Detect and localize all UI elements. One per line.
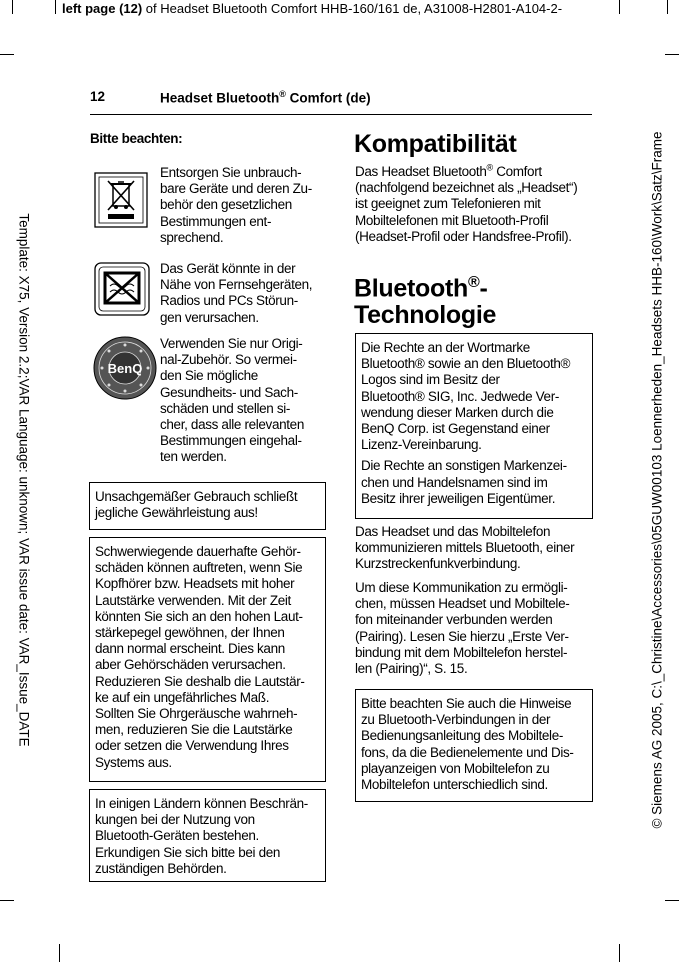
- interference-icon: [94, 262, 150, 316]
- page-title: [160, 89, 371, 106]
- note-heading: Bitte beachten:: [90, 131, 183, 146]
- running-header-prefix: left page (12): [62, 1, 143, 16]
- crop-mark: [0, 54, 14, 55]
- warning-box-misuse: [89, 482, 326, 530]
- running-header-text: of Headset Bluetooth Comfort HHB-160/161 de, A31008-H2801-A104-2-: [142, 1, 563, 16]
- page-title-reg: ®: [279, 89, 286, 99]
- heading-kompatibilitaet: Kompatibilität: [354, 130, 517, 158]
- page-title-main: Headset Bluetooth: [160, 90, 280, 106]
- bt-paragraph-1: [355, 524, 595, 573]
- heading-bt-word: Bluetooth: [354, 274, 468, 303]
- note-item-text: Entsorgen Sie unbrauch- bare Geräte und deren Zu- behör den gesetzlichen Bestimmungen ent- sprechend.: [160, 165, 312, 245]
- page-title-suffix: Comfort (de): [285, 90, 371, 106]
- bt-paragraph-2: [355, 580, 595, 677]
- reg-mark: ®: [486, 162, 493, 173]
- warning-text: Schwerwiegende dauerhafte Gehör- schäden können auftreten, wenn Sie Kopfhörer bzw. Headsets mit hoher Lautstärke verwenden. Mit der Zeit könnten Sie sich an den hohen Laut- stärkepegel gewöhnen, der Ihnen dann normal erscheint. Dies kann aber Gehörschäden verursachen. Reduzieren Sie deshalb die Lautstär- ke auf ein ungefährliches Maß. Sollten Sie Ohrgeräusche wahrneh- men, reduzieren Sie die Lautstärke oder setzen die Verwendung Ihres Systems aus.: [95, 544, 305, 770]
- header-rule: [90, 114, 592, 115]
- note-item-interference: [160, 261, 326, 326]
- benq-logo-text: BenQ: [107, 361, 143, 376]
- heading-bt-reg: ®: [467, 274, 480, 291]
- page-number: 12: [90, 89, 106, 104]
- crop-mark: [665, 900, 679, 901]
- note-item-text: Verwenden Sie nur Origi- nal-Zubehör. So vermei- den Sie mögliche Gesundheits- und Sach- schäden und stellen si- cher, dass alle relevanten Bestimmungen eingehal- ten werden.: [160, 336, 304, 465]
- hint-text: Bitte beachten Sie auch die Hinweise zu Bluetooth-Verbindungen in der Bedienungsanleitung des Mobiltele- fons, da die Bedienelemente und Dis- playanzeigen von Mobiltelefon zu Mobiltelefon unterschiedlich sind.: [361, 696, 574, 793]
- warning-text: Unsachgemäßer Gebrauch schließt jegliche Gewährleistung aus!: [95, 489, 298, 521]
- running-header: [62, 0, 679, 18]
- crop-mark: [55, 0, 56, 14]
- kompat-text-start: Das Headset Bluetooth: [355, 164, 487, 179]
- crop-mark: [12, 0, 13, 14]
- benq-original-icon: [93, 336, 157, 400]
- trademark-text-other: Die Rechte an sonstigen Markenzei- chen und Handelsnamen sind im Besitz ihrer jeweiligen Eigentümer.: [361, 458, 567, 506]
- trademark-text: Die Rechte an der Wortmarke Bluetooth® sowie an den Bluetooth® Logos sind im Besitz der Bluetooth® SIG, Inc. Jedwede Ver- wendung dieser Marken durch die BenQ Corp. ist Gegenstand einer Lizenz-Vereinbarung.: [361, 340, 571, 453]
- side-copyright-text: © Siemens AG 2005, C:\_Christine\Accessories\05GUW00103 Loennerheden_Headsets HHB-160\Work\Satz\Frame: [649, 131, 665, 829]
- side-template-text: Template: X75, Version 2.2;VAR Language: unknown; VAR issue date: VAR_Issue_DATE: [16, 213, 32, 747]
- crop-mark: [619, 944, 620, 962]
- hint-box: [355, 689, 593, 802]
- note-item-original-accessories: [160, 336, 326, 466]
- crop-mark: [59, 944, 60, 962]
- paragraph-text: Um diese Kommunikation zu ermögli- chen, müssen Headset und Mobiltele- fon miteinander verbunden werden (Pairing). Lesen Sie hierzu „Erste Ver- bindung mit dem Mobiltelefon herstel- len (Pairing)“, S. 15.: [355, 580, 570, 677]
- crop-mark: [0, 900, 14, 901]
- kompat-text-rest: Comfort (nachfolgend bezeichnet als „Headset“) ist geeignet zum Telefonieren mit Mobiltelefonen mit Bluetooth-Profil (Headset-Profil oder Handsfree-Profil).: [355, 164, 578, 244]
- crop-mark: [665, 54, 679, 55]
- crop-mark: [619, 0, 620, 14]
- trademark-box: [355, 333, 593, 519]
- paragraph-text: Das Headset und das Mobiltelefon kommunizieren mittels Bluetooth, einer Kurzstreckenfunkverbindung.: [355, 524, 575, 572]
- heading-bt-rest: - Technologie: [354, 274, 497, 330]
- warning-box-restrictions: [89, 789, 326, 882]
- crop-mark: [667, 0, 668, 14]
- note-item-disposal: [160, 165, 326, 246]
- crossed-bin-icon: [94, 172, 148, 228]
- kompat-paragraph: [355, 164, 595, 245]
- note-item-text: Das Gerät könnte in der Nähe von Fernsehgeräten, Radios und PCs Störun- gen verursachen.: [160, 261, 313, 325]
- heading-bluetooth-technologie: [354, 269, 496, 329]
- warning-text: In einigen Ländern können Beschrän- kungen bei der Nutzung von Bluetooth-Geräten bestehen. Erkundigen Sie sich bitte bei den zuständigen Behörden.: [95, 796, 308, 876]
- warning-box-hearing: [89, 537, 326, 782]
